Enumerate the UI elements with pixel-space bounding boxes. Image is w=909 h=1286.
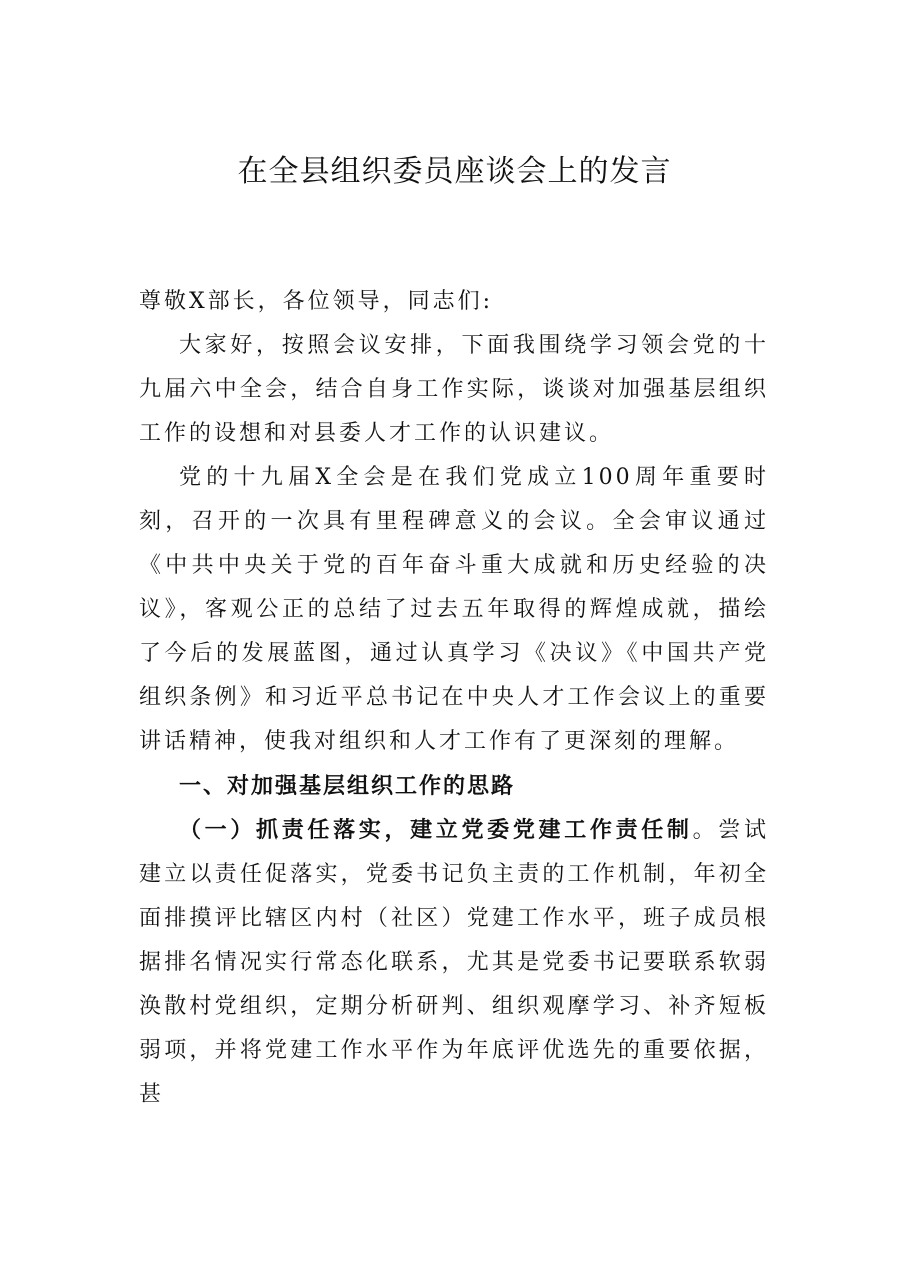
paragraph-plenum: 党的十九届X全会是在我们党成立100周年重要时刻，召开的一次具有里程碑意义的会议。全会审议通过《中共中央关于党的百年奋斗重大成就和历史经验的决议》，客观公正的总结了过去五年取得的辉煌成就，描绘了今后的发展蓝图，通过认真学习《决议》《中国共产党组织条例》和习近平总书记在中央人才工作会议上的重要讲话精神，使我对组织和人才工作有了更深刻的理解。 [139, 465, 769, 754]
subsection-heading: （一）抓责任落实，建立党委党建工作责任制 [179, 817, 693, 843]
document-body [139, 280, 769, 1117]
subsection-text: 。尝试建立以责任促落实，党委书记负主责的工作机制，年初全面排摸评比辖区内村（社区）党建工作水平，班子成员根据排名情况实行常态化联系，尤其是党委书记要联系软弱涣散村党组织，定期分析研判、组织观摩学习、补齐短板弱项，并将党建工作水平作为年底评优选先的重要依据，甚 [139, 818, 769, 1107]
subsection-paragraph [139, 808, 769, 1117]
section-heading: 一、对加强基层组织工作的思路 [179, 773, 516, 799]
document-title: 在全县组织委员座谈会上的发言 [237, 154, 672, 189]
paragraph-intro: 大家好，按照会议安排，下面我围绕学习领会党的十九届六中全会，结合自身工作实际，谈谈对加强基层组织工作的设想和对县委人才工作的认识建议。 [139, 333, 769, 446]
salutation: 尊敬X部长，各位领导，同志们: [139, 289, 494, 314]
